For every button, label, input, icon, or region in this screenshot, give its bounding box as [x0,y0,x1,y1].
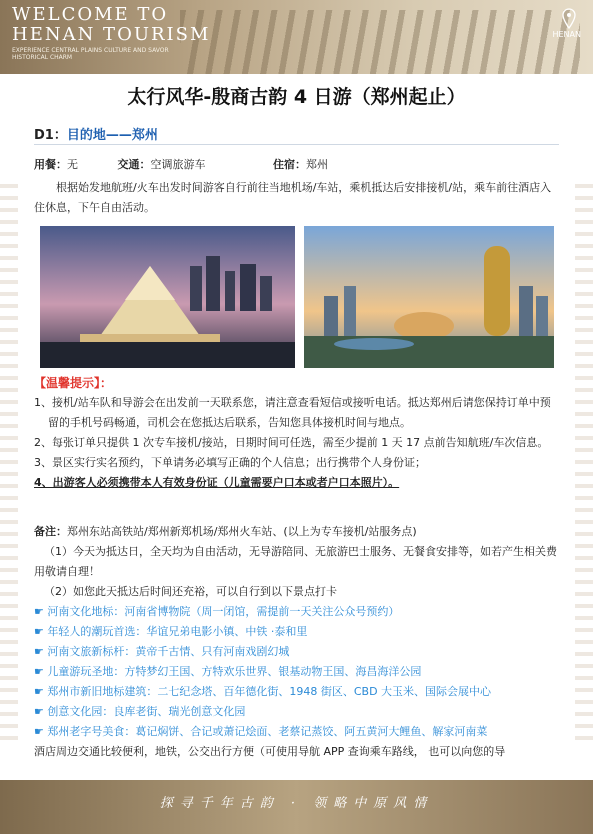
banner-line1: WELCOME TO [12,4,169,25]
tip-title: 【温馨提示】： [34,376,113,390]
intro-paragraph: 根据始发地航班/火车出发时间游客自行前往当地机场/车站，乘机抵达后安排接机/站，乘车前往酒店入住休息，下午自由活动。 [34,181,552,214]
spot-item: ☛ 年轻人的潮玩首选：华谊兄弟电影小镇、中铁 ·泰和里 [34,625,308,638]
tip-item: 3、景区实行实名预约，下单请务必填写正确的个人信息；出行携带个人身份证； [34,456,426,469]
notes-label: 备注： [34,525,67,538]
banner-logo: HENAN [552,30,581,39]
note-2: （2）如您此天抵达后时间还充裕，可以自行到以下景点打卡 [44,585,337,598]
banner-artwork [180,10,580,74]
spot-item: ☛ 河南文旅新标杆：黄帝千古情、只有河南戏剧幻城 [34,645,290,658]
banner-line2: HENAN TOURISM [12,24,211,45]
location-pin-icon [561,8,577,30]
spot-item: ☛ 郑州老字号美食：葛记焖饼、合记或萧记烩面、老蔡记蒸饺、阿五黄河大鲤鱼、解家河南菜 [34,725,488,738]
tip-item: 1、接机/站车队和导游会在出发前一天联系您，请注意查看短信或接听电话。抵达郑州后请您保持订单中预留的手机号码畅通，司机会在您抵达后联系，告知您具体接机时间与地点。 [34,396,551,429]
page-title: 太行风华-殷商古韵 4 日游（郑州起止） [127,86,466,108]
stay-label: 住宿： [273,158,306,171]
note-1: （1）今天为抵达日，全天均为自由活动，无导游陪同、无旅游巴士服务、无餐食安排等，如若产生相关费用敬请自理！ [34,545,557,578]
meal-value: 无 [67,158,78,171]
header-banner [0,0,593,74]
spot-item: ☛ 郑州市新旧地标建筑：二七纪念塔、百年德化街、1948 街区、CBD 大玉米、国际会展中心 [34,685,492,698]
notes-stations: 郑州东站高铁站/郑州新郑机场/郑州火车站、(以上为专车接机/站服务点) [67,525,417,538]
meal-label: 用餐： [34,158,67,171]
museum-photo [40,226,295,368]
footer-banner [0,780,593,834]
spot-item: ☛ 河南文化地标：河南省博物院（周一闭馆，需提前一天关注公众号预约） [34,605,400,618]
day-heading [34,124,158,143]
notes-section [34,522,559,762]
trip-info [34,156,328,172]
transport-label: 交通： [117,158,151,171]
tip-list [34,393,559,493]
spot-item: ☛ 儿童游玩圣地：方特梦幻王国、方特欢乐世界、银基动物王国、海昌海洋公园 [34,665,422,678]
footer-slogan: 探寻千年古韵 · 领略中原风情 [159,796,434,811]
divider [34,144,559,145]
tip-item-important: 4、出游客人必须携带本人有效身份证（儿童需要户口本或者户口本照片）。 [34,476,400,489]
city-skyline-photo [304,226,554,368]
transport-value: 空调旅游车 [150,158,206,171]
day-destination: 目的地——郑州 [66,128,158,143]
left-decoration [0,180,18,740]
transport-note: 酒店周边交通比较便利，地铁，公交出行方便（可使用导航 APP 查询乘车路线， 也可以向您的导 [34,745,506,758]
tip-item: 2、每张订单只提供 1 次专车接机/接站，日期时间可任选，需至少提前 1 天 17 点前告知航班/车次信息。 [34,436,549,449]
day-prefix: D1： [34,128,67,143]
stay-value: 郑州 [306,158,328,171]
banner-tagline: EXPERIENCE CENTRAL PLAINS CULTURE AND SAVOR HISTORICAL CHARM [12,47,169,61]
right-decoration [575,180,593,740]
spot-item: ☛ 创意文化园：良库老街、瑞光创意文化园 [34,705,246,718]
